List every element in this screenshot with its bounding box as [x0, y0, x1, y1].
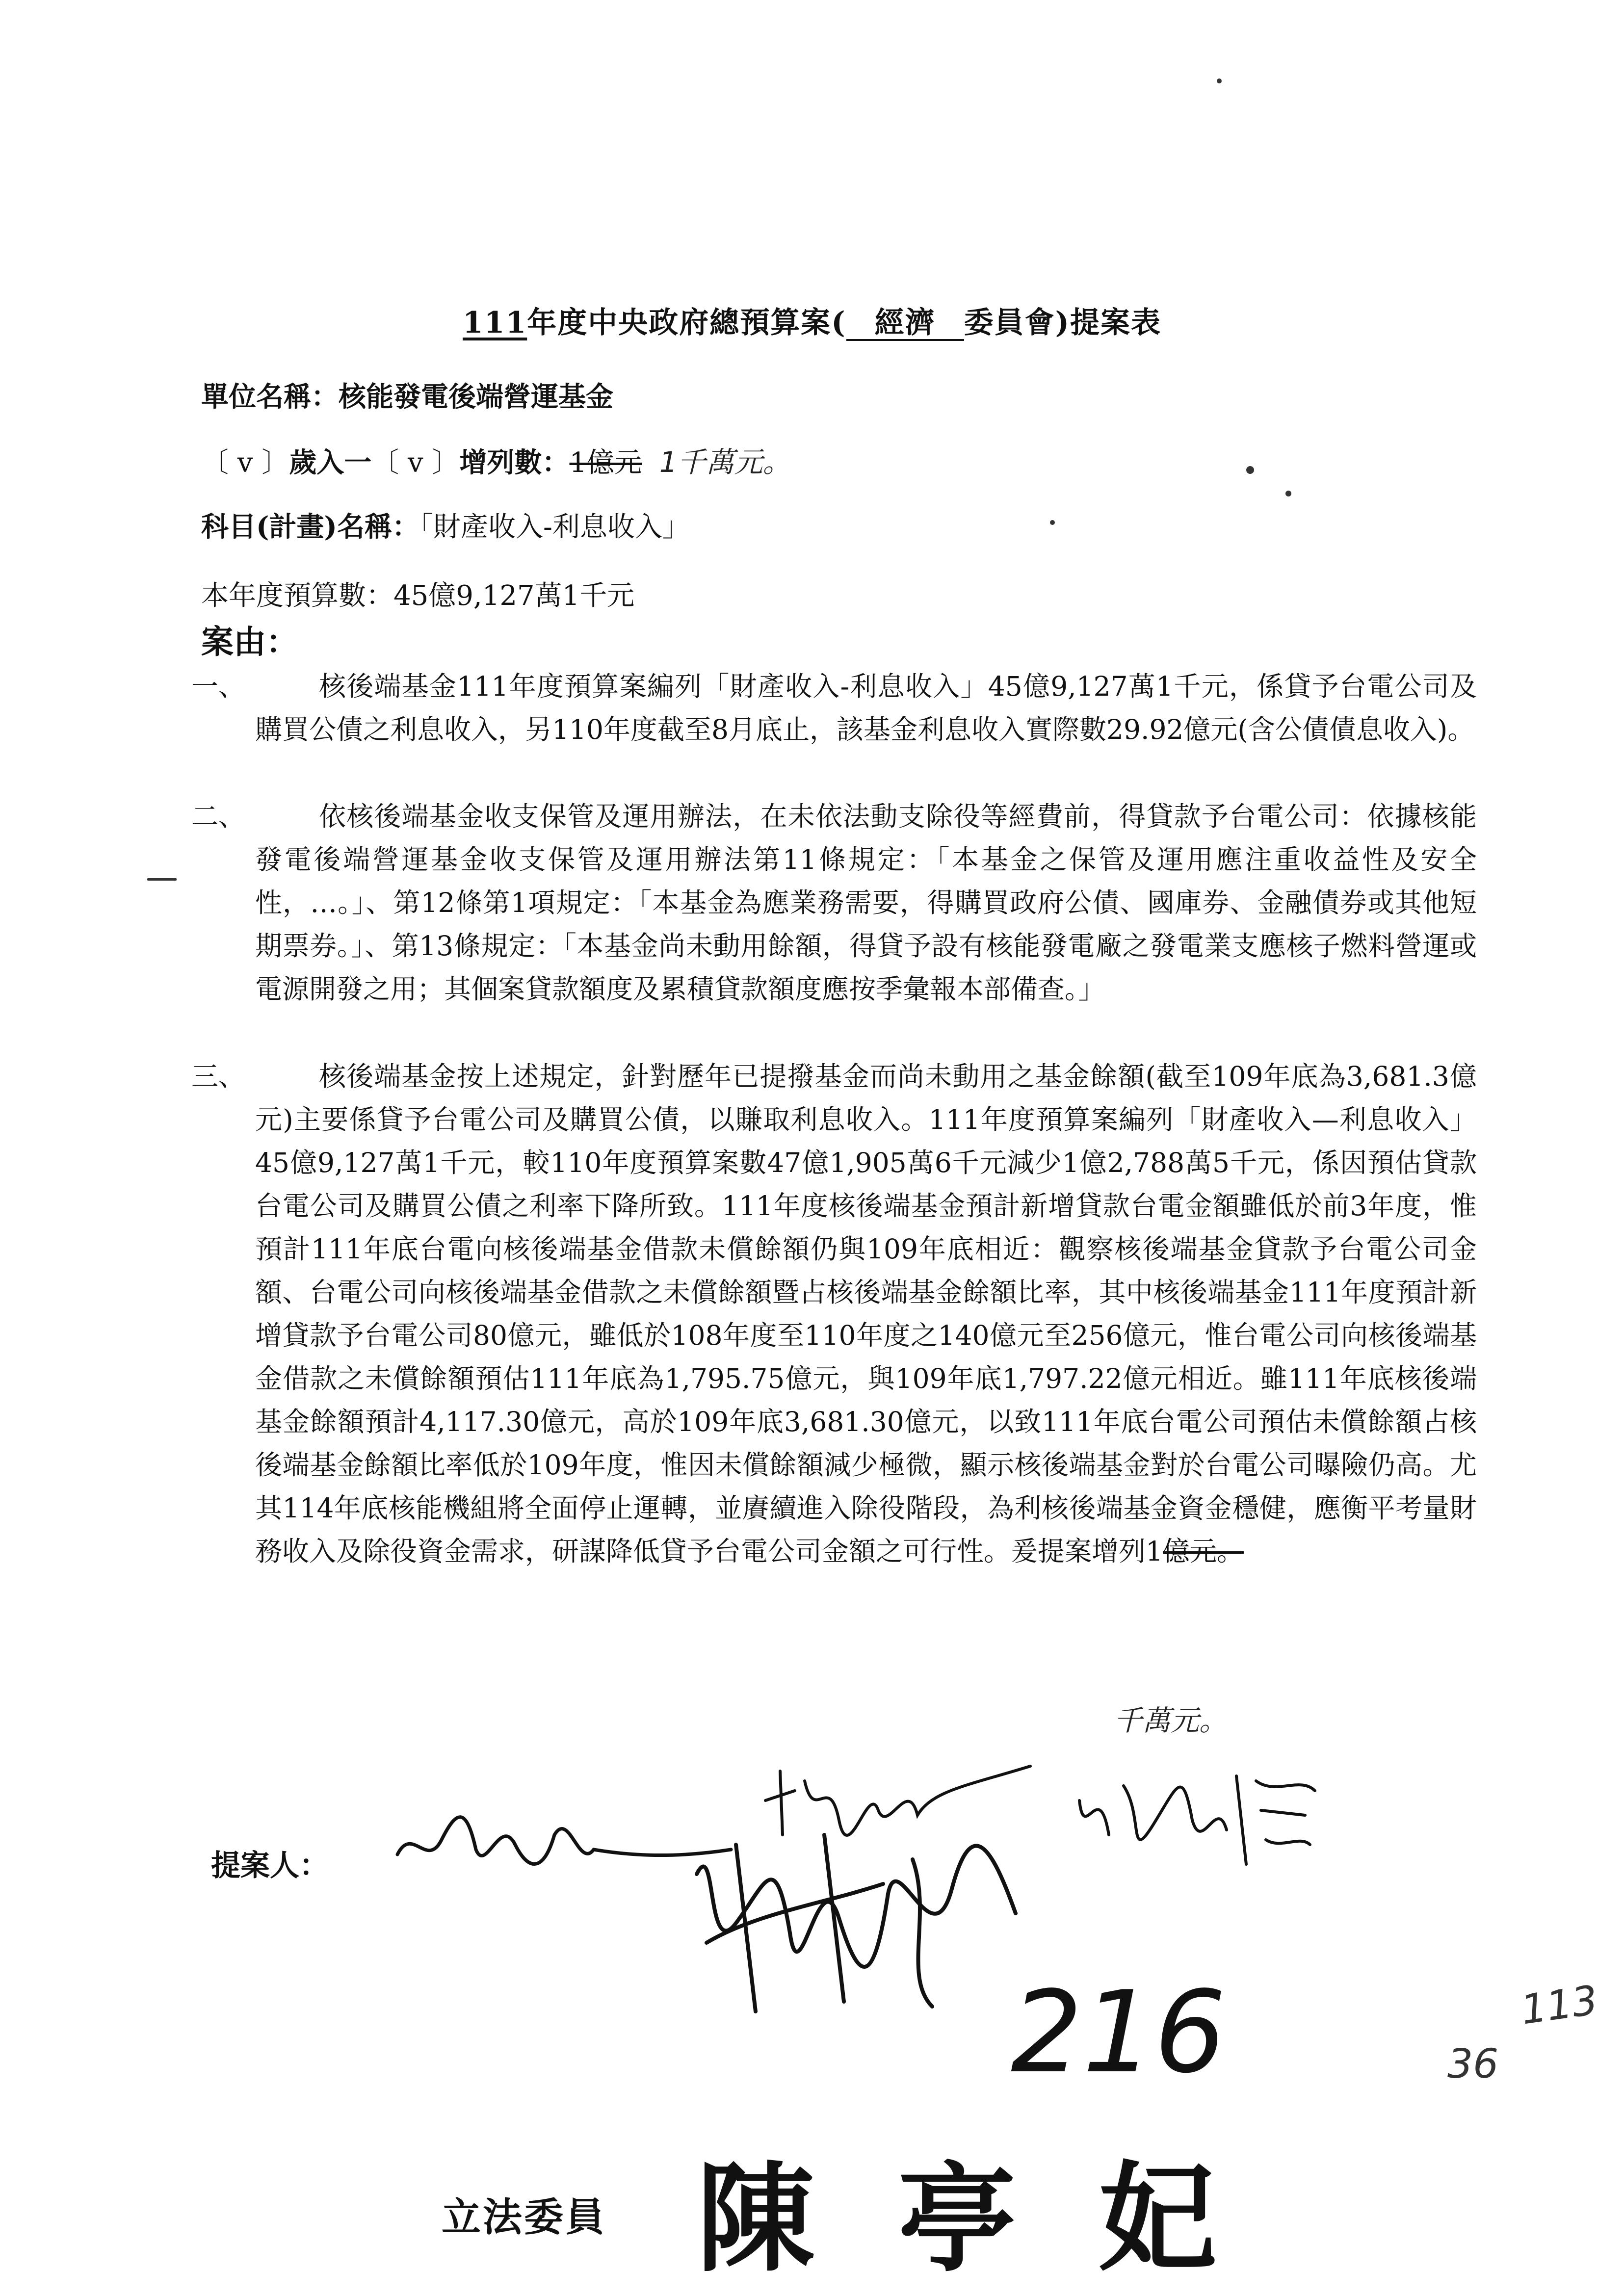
reason-paragraph-3 — [191, 1055, 1477, 1573]
margin-mark-b: 36 — [1447, 2041, 1499, 2087]
title-prefix: 年度中央政府總預算案( — [527, 306, 846, 340]
title-year: 111 — [462, 306, 527, 340]
subject-label: 科目(計畫)名稱： — [201, 511, 419, 543]
unit-label: 單位名稱： — [201, 381, 339, 413]
budget-value: 45億9,127萬1千元 — [393, 580, 635, 612]
subject-row — [201, 505, 690, 545]
proposer-label: 提案人： — [211, 1849, 329, 1883]
margin-mark-a: 113 — [1518, 1977, 1601, 2034]
legislator-stamp — [442, 2124, 1300, 2288]
handwritten-correction: 千萬元。 — [1114, 1704, 1228, 1737]
subject-value: 「財產收入-利息收入」 — [419, 511, 690, 543]
signature-3 — [1070, 1747, 1325, 1894]
title-committee: 經濟 — [846, 307, 964, 341]
reason-heading: 案由： — [201, 623, 298, 661]
stamp-label: 立法委員 — [442, 2194, 606, 2240]
struck-amount: 1億元 — [569, 447, 642, 479]
signature-4 — [677, 1815, 1021, 2021]
reason-number: 一、 — [191, 671, 246, 702]
page-number: 216 — [1011, 1967, 1226, 2098]
reason-paragraph-1 — [191, 665, 1477, 751]
scan-speck — [147, 878, 177, 881]
stamp-name: 陳亭妃 — [697, 2149, 1300, 2288]
revenue-check-1: 〔 v 〕 — [201, 447, 289, 479]
scan-speck — [1050, 520, 1055, 525]
document-title — [0, 299, 1624, 341]
reason-text: 核後端基金111年度預算案編列「財產收入-利息收入」45億9,127萬1千元，係貸予台電公司及購買公債之利息收入，另110年度截至8月底止，該基金利息收入實際數29.92億元(含公債債息收入)。 — [255, 671, 1477, 745]
reason-text: 依核後端基金收支保管及運用辦法，在未依法動支除役等經費前，得貸款予台電公司：依據核能發電後端營運基金收支保管及運用辦法第11條規定：「本基金之保管及運用應注重收益性及安全性，…。」、第12條第1項規定：「本基金為應業務需要，得購買政府公債、國庫券、金融債券或其他短期票券。」、第13條規定：「本基金尚未動用餘額，得貸予設有核能發電廠之發電業支應核子燃料營運或電源開發之用；其個案貸款額度及累積貸款額度應按季彙報本部備查。」 — [255, 801, 1477, 1005]
budget-label: 本年度預算數： — [201, 580, 393, 612]
scan-speck — [1246, 466, 1254, 474]
reason-number: 三、 — [191, 1061, 246, 1092]
handwritten-amount: 1千萬元。 — [659, 445, 791, 479]
scan-speck — [1285, 491, 1291, 496]
reason-paragraph-2 — [191, 795, 1477, 1011]
revenue-item: 歲入一 — [289, 446, 372, 479]
reason-number: 二、 — [191, 801, 246, 832]
title-suffix: 委員會)提案表 — [964, 306, 1162, 340]
budget-row — [201, 574, 634, 613]
revenue-check-2: 〔 v 〕 — [371, 447, 460, 479]
struck-amount: 億元。 — [1163, 1536, 1244, 1567]
scan-speck — [1217, 78, 1222, 83]
reason-text-block — [255, 1055, 1477, 1573]
reason-text: 核後端基金按上述規定，針對歷年已提撥基金而尚未動用之基金餘額(截至109年底為3,681.3億元)主要係貸予台電公司及購買公債，以賺取利息收入。111年度預算案編列「財產收入—利息收入」45億9,127萬1千元，較110年度預算案數47億1,905萬6千元減少1億2,788萬5千元，係因預估貸款台電公司及購買公債之利率下降所致。111年度核後端基金預計新增貸款台電金額雖低於前3年度，惟預計111年底台電向核後端基金借款未償餘額仍與109年底相近：觀察核後端基金貸款予台電公司金額、台電公司向核後端基金借款之未償餘額暨占核後端基金餘額比率，其中核後端基金111年度預計新增貸款予台電公司80億元，雖低於108年度至110年度之140億元至256億元，惟台電公司向核後端基金借款之未償餘額預估111年底為1,795.75億元，與109年底1,797.22億元相近。雖111年底核後端基金餘額預計4,117.30億元，高於109年底3,681.30億元，以致111年底台電公司預估未償餘額占核後端基金餘額比率低於109年度，惟因未償餘額減少極微，顯示核後端基金對於台電公司曝險仍高。尤其114年底核能機組將全面停止運轉，並賡續進入除役階段，為利核後端基金資金穩健，應衡平考量財務收入及除役資金需求，研謀降低貸予台電公司金額之可行性。爰提案增列1 — [255, 1061, 1477, 1567]
revenue-row — [201, 439, 791, 480]
unit-row — [201, 375, 613, 415]
increase-label: 增列數： — [459, 446, 570, 479]
unit-value: 核能發電後端營運基金 — [339, 381, 613, 413]
